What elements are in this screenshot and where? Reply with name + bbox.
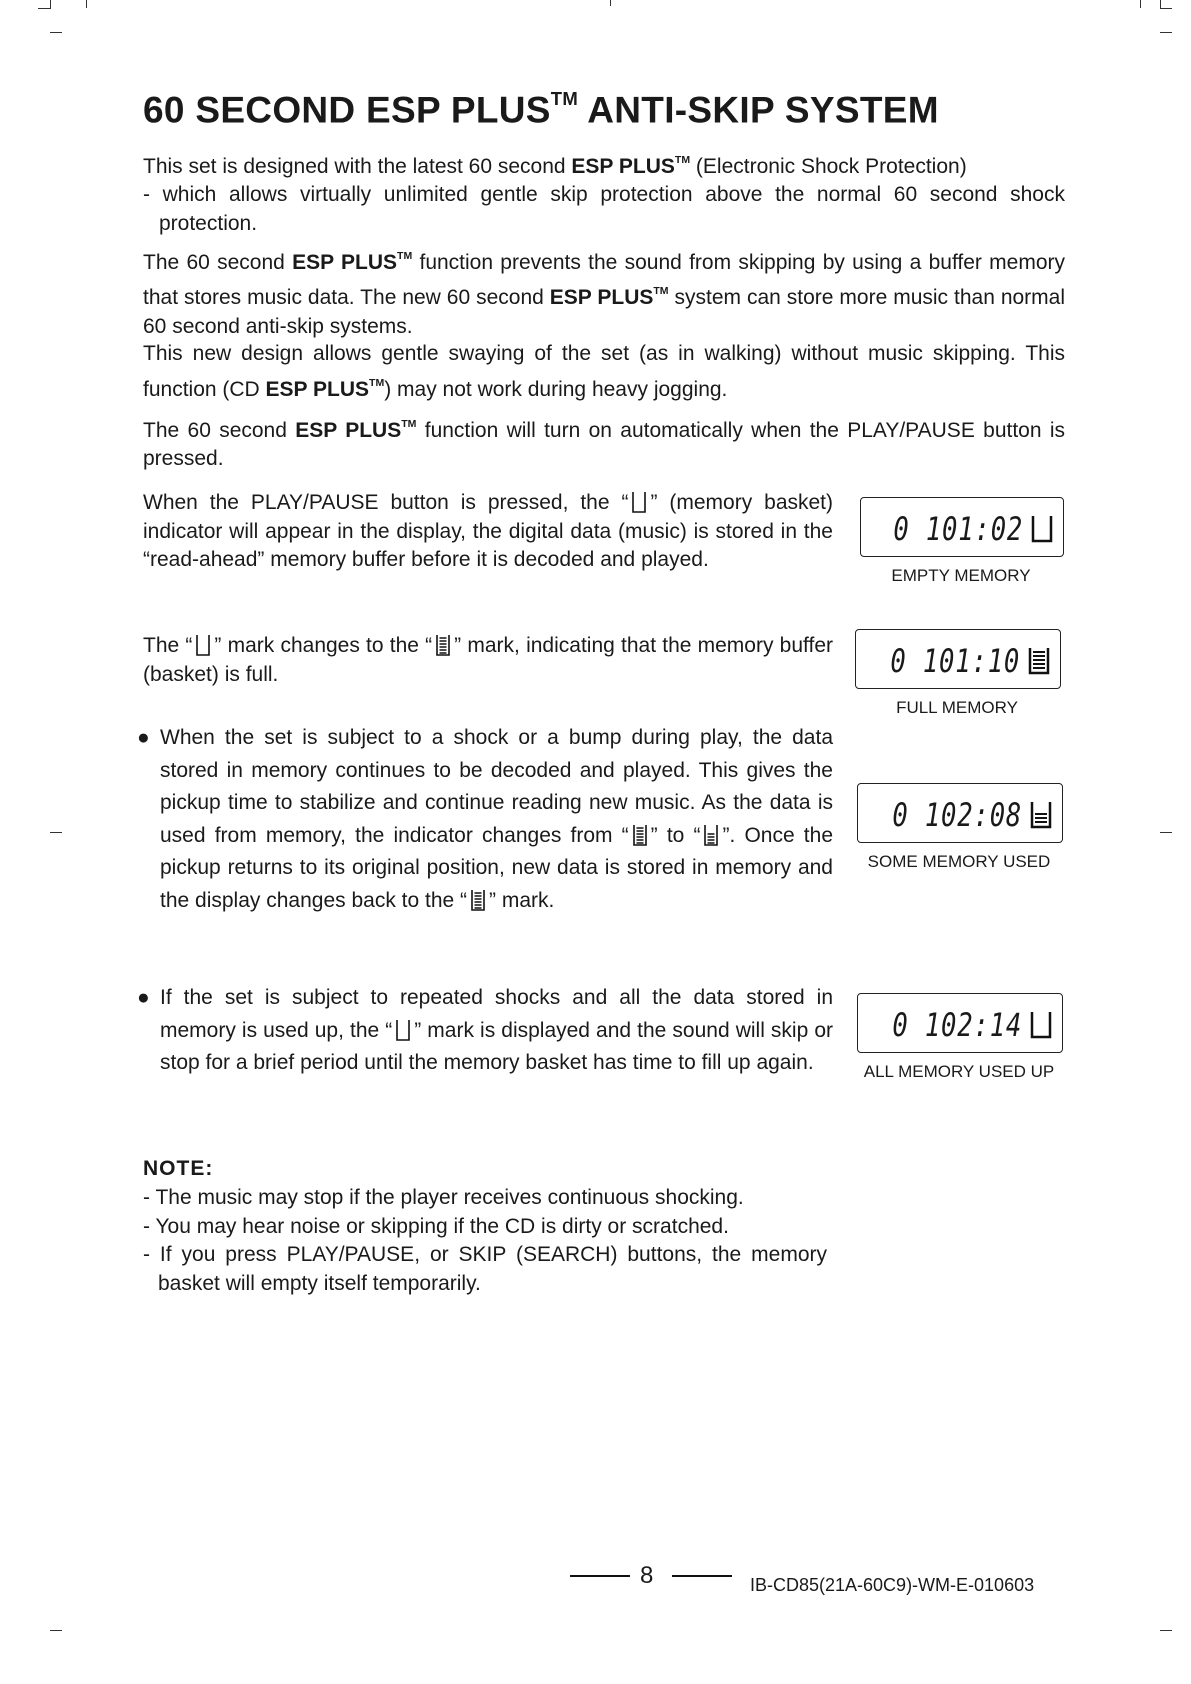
basket-partial-icon — [704, 824, 718, 846]
basket-empty-icon — [1030, 1011, 1052, 1039]
crop-mark — [50, 32, 62, 33]
bullet-shock: ● When the set is subject to a shock or a bump during play, the data stored in memory continues to be decoded and played. This gives the pickup time to stabilize and continue reading new music. As the data is used from memory, the indicator changes from “ ” to “ ”. Once the pickup returns to its original position, new data is stored in memory and the display changes back to the “ ” mark. — [137, 722, 833, 917]
lcd-reading: 0 102:08 — [892, 796, 1022, 834]
lcd-display-all-used — [857, 993, 1063, 1053]
lcd-reading: 0 101:10 — [890, 642, 1020, 680]
footer-rule — [672, 1575, 732, 1577]
note-item: - The music may stop if the player receives continuous shocking. — [143, 1186, 744, 1209]
paragraph-auto-on: The 60 second ESP PLUS™ function will turn on automatically when the PLAY/PAUSE button is pressed. — [143, 418, 1066, 471]
lcd-display-empty — [860, 497, 1064, 557]
crop-mark — [86, 0, 87, 8]
basket-full-icon — [436, 634, 450, 656]
basket-full-icon — [471, 889, 485, 911]
note-item: - You may hear noise or skipping if the CD is dirty or scratched. — [143, 1214, 729, 1238]
intro-paragraph: This set is designed with the latest 60 second ESP PLUS™ (Electronic Shock Protection) - which allows virtually unlimited gentle skip protection above the normal 60 second shock protection. — [143, 154, 1065, 235]
lcd-caption-all-used: ALL MEMORY USED UP — [863, 1062, 1055, 1081]
document-code: IB-CD85(21A-60C9)-WM-E-010603 — [750, 1575, 1035, 1595]
page-number: 8 — [640, 1562, 654, 1589]
crop-mark — [1160, 8, 1172, 9]
crop-mark — [38, 8, 50, 9]
crop-mark — [1160, 1630, 1172, 1631]
paragraph-memory-basket: When the PLAY/PAUSE button is pressed, the “ ” (memory basket) indicator will appear in the display, the digital data (music) is stored in the “read-ahead” memory buffer before it is decoded and played. — [143, 491, 833, 571]
lcd-caption-empty: EMPTY MEMORY — [891, 566, 1031, 585]
bullet-repeated-shocks: ● If the set is subject to repeated shocks and all the data stored in memory is used up, the “ ” mark is displayed and the sound will skip or stop for a brief period until the memory basket has time to fill up again. — [137, 982, 833, 1080]
crop-mark — [1140, 0, 1141, 8]
basket-empty-icon — [396, 1019, 410, 1041]
lcd-caption-some-used: SOME MEMORY USED — [867, 852, 1051, 871]
lcd-display-some-used — [857, 783, 1063, 843]
bullet-dot: ● — [137, 986, 150, 1009]
basket-partial-icon — [1030, 801, 1052, 829]
basket-empty-icon — [632, 491, 646, 513]
lcd-reading: 0 102:14 — [892, 1006, 1022, 1044]
paragraph-full-mark: The “ ” mark changes to the “ ” mark, indicating that the memory buffer (basket) is full. — [143, 634, 833, 686]
page-title: 60 SECOND ESP PLUS™ ANTI-SKIP SYSTEM — [143, 88, 939, 131]
crop-mark — [1160, 832, 1172, 833]
footer-rule — [570, 1575, 630, 1577]
note-item: - If you press PLAY/PAUSE, or SKIP (SEARCH) buttons, the memory basket will empty itself temporarily. — [143, 1243, 827, 1295]
bullet-dot: ● — [137, 726, 150, 749]
lcd-display-full — [855, 629, 1061, 689]
crop-mark — [1160, 32, 1172, 33]
crop-mark — [50, 0, 51, 9]
crop-mark — [50, 1630, 62, 1631]
paragraph-swaying: This new design allows gentle swaying of the set (as in walking) without music skipping. This function (CD ESP PLUS™) may not work during heavy jogging. — [143, 342, 1065, 401]
basket-empty-icon — [1031, 515, 1053, 543]
crop-mark — [610, 0, 611, 6]
basket-full-icon — [633, 824, 647, 846]
crop-mark — [50, 832, 62, 833]
note-title: NOTE: — [143, 1157, 214, 1180]
note-list — [143, 1184, 827, 1298]
basket-full-icon — [1028, 647, 1050, 675]
paragraph-buffer: The 60 second ESP PLUS™ function prevents the sound from skipping by using a buffer memory that stores music data. The new 60 second ESP PLUS™ system can store more music than normal 60 second anti-skip systems. — [143, 250, 1066, 338]
lcd-reading: 0 101:02 — [893, 510, 1023, 548]
lcd-caption-full: FULL MEMORY — [896, 698, 1018, 717]
basket-empty-icon — [196, 634, 210, 656]
